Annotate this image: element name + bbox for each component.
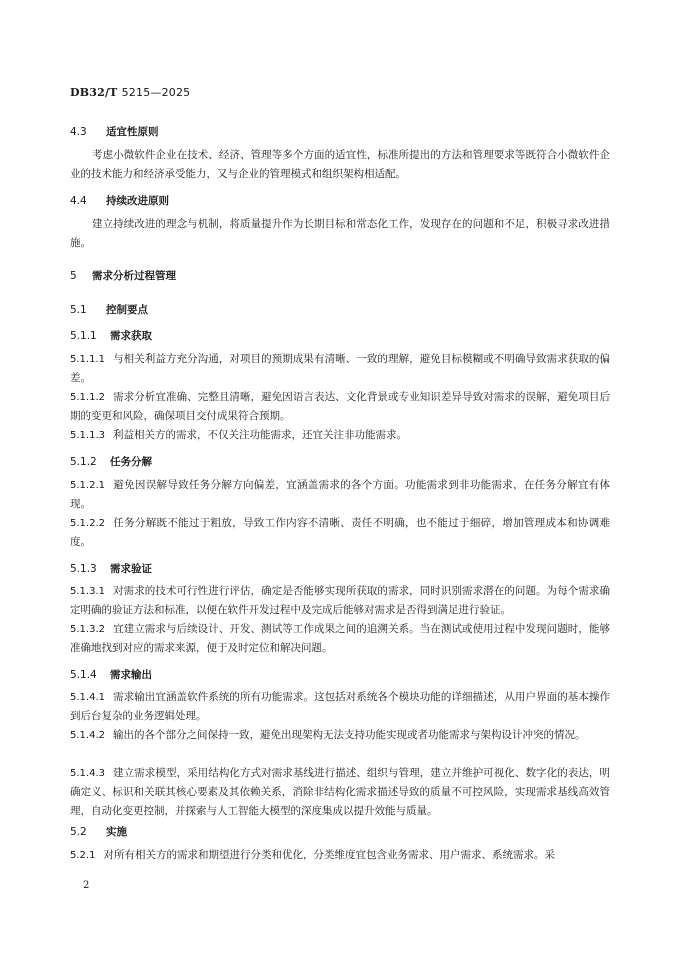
section-heading-4-3 — [70, 124, 159, 139]
clause-text: 建立需求模型，采用结构化方式对需求基线进行描述、组织与管理，建立并维护可视化、数字化的表达，明确定义、标识和关联其核心要素及其依赖关系，消除非结构化需求描述导致的质量不可控风险，实现需求基线高效管理，自动化变更控制，并探索与人工智能大模型的深度集成以提升效能与质量。 — [70, 767, 610, 817]
clause-5-1-2-1 — [70, 476, 610, 514]
section-heading-5-1-3 — [70, 561, 152, 576]
section-title: 任务分解 — [110, 456, 152, 468]
clause-number: 5.1.4.1 — [70, 692, 105, 703]
section-heading-4-4 — [70, 193, 169, 208]
section-number: 5.1.1 — [70, 330, 97, 342]
section-heading-5-1-4 — [70, 667, 152, 682]
section-title: 需求验证 — [110, 563, 152, 575]
clause-5-1-4-2 — [70, 726, 610, 745]
paragraph-4-3: 考虑小微软件企业在技术、经济、管理等多个方面的适宜性，标准所提出的方法和管理要求等既符合小微软件企业的技术能力和经济承受能力，又与企业的管理模式和组织架构相适配。 — [70, 149, 610, 180]
clause-text: 与相关利益方充分沟通，对项目的预期成果有清晰、一致的理解，避免目标模糊或不明确导致需求获取的偏差。 — [70, 353, 610, 384]
clause-text: 需求输出宜涵盖软件系统的所有功能需求。这包括对系统各个模块功能的详细描述，从用户界面的基本操作到后台复杂的业务逻辑处理。 — [70, 691, 610, 722]
section-heading-5 — [70, 268, 176, 283]
clause-5-1-1-1 — [70, 350, 610, 388]
section-number: 5.1.4 — [70, 669, 97, 681]
clause-5-1-1-3 — [70, 426, 610, 445]
clause-number: 5.2.1 — [70, 850, 96, 861]
clause-number: 5.1.2.2 — [70, 518, 105, 529]
section-title: 持续改进原则 — [106, 195, 169, 207]
clause-number: 5.1.4.3 — [70, 768, 105, 779]
section-number: 5.1 — [70, 304, 87, 316]
clause-text: 需求分析宜准确、完整且清晰，避免因语言表达、文化背景或专业知识差异导致对需求的误解，避免项目后期的变更和风险，确保项目交付成果符合预期。 — [70, 391, 610, 422]
clause-5-1-1-2 — [70, 388, 610, 426]
clause-text: 对所有相关方的需求和期望进行分类和优化，分类维度宜包含业务需求、用户需求、系统需求。采 — [103, 849, 555, 861]
clause-5-1-2-2 — [70, 514, 610, 552]
clause-5-1-3-1 — [70, 582, 610, 620]
section-title: 实施 — [106, 826, 127, 838]
section-number: 5.1.2 — [70, 456, 97, 468]
section-number: 5 — [70, 270, 77, 282]
clause-5-1-4-3 — [70, 764, 610, 821]
clause-text: 任务分解既不能过于粗放，导致工作内容不清晰、责任不明确，也不能过于细碎，增加管理成本和协调难度。 — [70, 517, 610, 548]
section-number: 4.3 — [70, 126, 87, 138]
section-title: 需求获取 — [110, 330, 152, 342]
clause-number: 5.1.3.2 — [70, 624, 105, 635]
clause-number: 5.1.1.2 — [70, 392, 105, 403]
standard-number — [70, 86, 190, 99]
section-title: 需求输出 — [110, 669, 152, 681]
standard-prefix: DB32/T — [70, 86, 118, 99]
clause-text: 输出的各个部分之间保持一致，避免出现架构无法支持功能实现或者功能需求与架构设计冲突的情况。 — [113, 729, 586, 741]
clause-text: 利益相关方的需求，不仅关注功能需求，还宜关注非功能需求。 — [113, 429, 407, 441]
section-heading-5-1-1 — [70, 328, 152, 343]
section-heading-5-2 — [70, 824, 127, 839]
clause-number: 5.1.3.1 — [70, 586, 105, 597]
clause-5-1-3-2 — [70, 620, 610, 658]
clause-text: 避免因误解导致任务分解方向偏差，宜涵盖需求的各个方面。功能需求到非功能需求，在任务分解宜有体现。 — [70, 479, 610, 510]
section-title: 适宜性原则 — [106, 126, 159, 138]
clause-number: 5.1.1.1 — [70, 354, 105, 365]
clause-number: 5.1.4.2 — [70, 730, 105, 741]
section-number: 5.1.3 — [70, 563, 97, 575]
clause-text: 宜建立需求与后续设计、开发、测试等工作成果之间的追溯关系。当在测试或使用过程中发现问题时，能够准确地找到对应的需求来源，便于及时定位和解决问题。 — [70, 623, 610, 654]
paragraph-4-4: 建立持续改进的理念与机制，将质量提升作为长期目标和常态化工作，发现存在的问题和不足，积极寻求改进措施。 — [70, 218, 610, 249]
clause-5-1-4-1 — [70, 688, 610, 726]
section-number: 5.2 — [70, 826, 87, 838]
section-title: 控制要点 — [106, 304, 148, 316]
page-number: 2 — [83, 880, 90, 891]
clause-number: 5.1.1.3 — [70, 430, 105, 441]
clause-5-2-1 — [70, 846, 610, 865]
standard-year-number: 5215—2025 — [121, 86, 191, 99]
section-heading-5-1 — [70, 302, 148, 317]
section-number: 4.4 — [70, 195, 87, 207]
section-heading-5-1-2 — [70, 454, 152, 469]
clause-number: 5.1.2.1 — [70, 480, 105, 491]
section-title: 需求分析过程管理 — [92, 270, 176, 282]
clause-text: 对需求的技术可行性进行评估，确定是否能够实现所获取的需求，同时识别需求潜在的问题。为每个需求确定明确的验证方法和标准，以便在软件开发过程中及完成后能够对需求是否得到满足进行验证。 — [70, 585, 610, 616]
